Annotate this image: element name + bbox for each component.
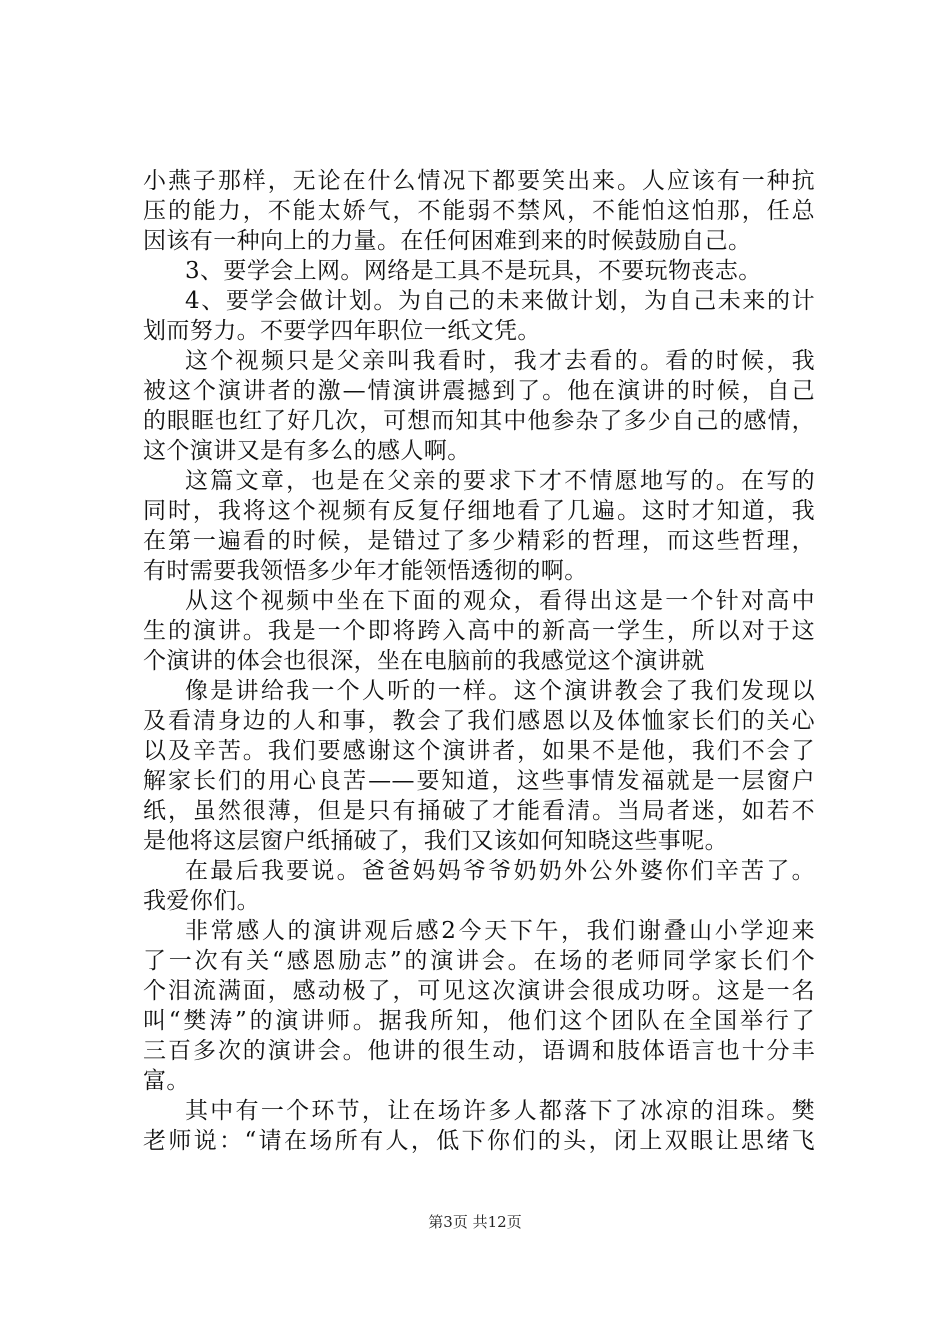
text-line: 我爱你们。 xyxy=(143,888,260,914)
text-line: 这个视频只是父亲叫我看时，我才去看的。看的时候，我 xyxy=(185,348,815,374)
text-line: 压的能力，不能太娇气，不能弱不禁风，不能怕这怕那，任总 xyxy=(143,198,815,224)
text-line: 富。 xyxy=(143,1068,190,1094)
text-line: 在第一遍看的时候，是错过了多少精彩的哲理，而这些哲理， xyxy=(143,528,815,554)
text-line: 小燕子那样，无论在什么情况下都要笑出来。人应该有一种抗 xyxy=(143,168,815,194)
text-line: 有时需要我领悟多少年才能领悟透彻的啊。 xyxy=(143,558,588,584)
text-line: 生的演讲。我是一个即将跨入高中的新高一学生，所以对于这 xyxy=(143,618,815,644)
text-line: 4、要学会做计划。为自己的未来做计划，为自己未来的计 xyxy=(185,288,815,314)
text-line: 划而努力。不要学四年职位一纸文凭。 xyxy=(143,318,541,344)
body-text xyxy=(143,166,815,1156)
text-line: 被这个演讲者的激—情演讲震撼到了。他在演讲的时候，自己 xyxy=(143,378,815,404)
text-line: 在最后我要说。爸爸妈妈爷爷奶奶外公外婆你们辛苦了。 xyxy=(185,858,815,884)
text-line: 老师说：“请在场所有人，低下你们的头，闭上双眼让思绪飞 xyxy=(143,1128,815,1154)
text-line: 以及辛苦。我们要感谢这个演讲者，如果不是他，我们不会了 xyxy=(143,738,815,764)
text-line: 叫“樊涛”的演讲师。据我所知，他们这个团队在全国举行了 xyxy=(143,1008,815,1034)
text-line: 其中有一个环节，让在场许多人都落下了冰凉的泪珠。樊 xyxy=(185,1098,815,1124)
text-line: 的眼眶也红了好几次，可想而知其中他参杂了多少自己的感情， xyxy=(143,408,815,434)
text-line: 3、要学会上网。网络是工具不是玩具，不要玩物丧志。 xyxy=(185,258,762,284)
text-line: 个演讲的体会也很深，坐在电脑前的我感觉这个演讲就 xyxy=(143,648,705,674)
text-line: 像是讲给我一个人听的一样。这个演讲教会了我们发现以 xyxy=(185,678,815,704)
text-line: 三百多次的演讲会。他讲的很生动，语调和肢体语言也十分丰 xyxy=(143,1038,815,1064)
text-line: 解家长们的用心良苦——要知道，这些事情发福就是一层窗户 xyxy=(143,768,815,794)
text-line: 是他将这层窗户纸捅破了，我们又该如何知晓这些事呢。 xyxy=(143,828,728,854)
text-line: 同时，我将这个视频有反复仔细地看了几遍。这时才知道，我 xyxy=(143,498,815,524)
text-line: 这个演讲又是有多么的感人啊。 xyxy=(143,438,471,464)
text-line: 纸，虽然很薄，但是只有捅破了才能看清。当局者迷，如若不 xyxy=(143,798,815,824)
page-footer: 第3页 共12页 xyxy=(428,1213,522,1231)
text-line: 因该有一种向上的力量。在任何困难到来的时候鼓励自己。 xyxy=(143,228,752,254)
text-line: 从这个视频中坐在下面的观众，看得出这是一个针对高中 xyxy=(185,588,815,614)
text-line: 及看清身边的人和事，教会了我们感恩以及体恤家长们的关心 xyxy=(143,708,815,734)
text-line: 非常感人的演讲观后感2今天下午，我们谢叠山小学迎来 xyxy=(185,918,815,944)
text-line: 个泪流满面，感动极了，可见这次演讲会很成功呀。这是一名 xyxy=(143,978,815,1004)
text-line: 了一次有关“感恩励志”的演讲会。在场的老师同学家长们个 xyxy=(143,948,815,974)
text-line: 这篇文章，也是在父亲的要求下才不情愿地写的。在写的 xyxy=(185,468,815,494)
